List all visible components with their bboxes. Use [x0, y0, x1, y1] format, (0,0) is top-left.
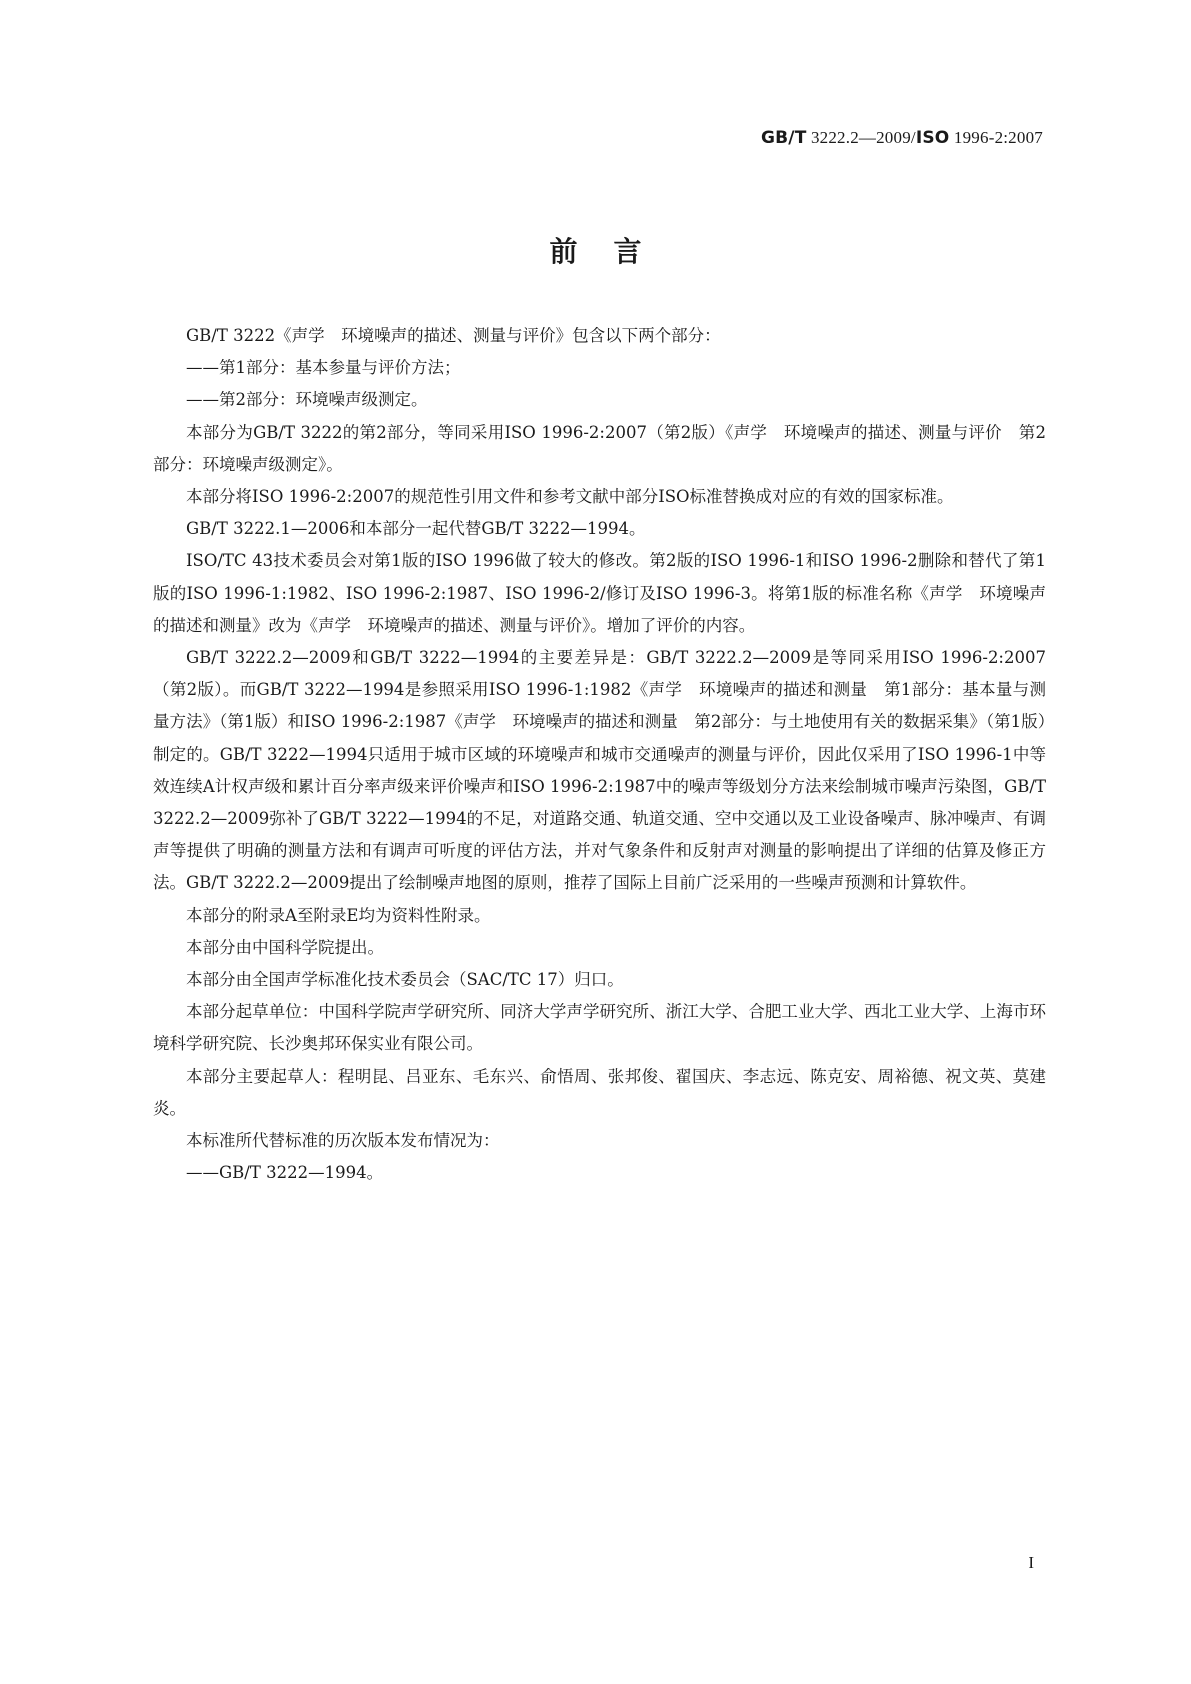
paragraph-annexes: 本部分的附录A至附录E均为资料性附录。 [186, 905, 491, 925]
page-number: I [1028, 1553, 1034, 1572]
paragraph-iso-revision: ISO/TC 43技术委员会对第1版的ISO 1996做了较大的修改。第2版的ISO 1996-1和ISO 1996-2删除和替代了第1版的ISO 1996-1:1982、ISO 1996-2:1987、ISO 1996-2/修订及ISO 1996-3。将第1版的标准名称《声学 环境噪声的描述和测量》改为《声学 环境噪声的描述、测量与评价》。增加了评价的内容。 [153, 551, 1046, 635]
paragraph-supersedes: GB/T 3222.1—2006和本部分一起代替GB/T 3222—1994。 [186, 519, 646, 539]
standard-code: 3222.2—2009/ [806, 128, 916, 147]
paragraph-drafters: 本部分主要起草人：程明昆、吕亚东、毛东兴、俞悟周、张邦俊、翟国庆、李志远、陈克安、周裕德、祝文英、莫建炎。 [153, 1066, 1046, 1118]
paragraph-differences: GB/T 3222.2—2009和GB/T 3222—1994的主要差异是：GB/T 3222.2—2009是等同采用ISO 1996-2:2007（第2版）。而GB/T 3222—1994是参照采用ISO 1996-1:1982《声学 环境噪声的描述和测量 第1部分：基本量与测量方法》（第1版）和ISO 1996-2:1987《声学 环境噪声的描述和测量 第2部分：与土地使用有关的数据采集》（第1版）制定的。GB/T 3222—1994只适用于城市区域的环境噪声和城市交通噪声的测量与评价，因此仅采用了ISO 1996-1中等效连续A计权声级和累计百分率声级来评价噪声和ISO 1996-2:1987中的噪声等级划分方法来绘制城市噪声污染图，GB/T 3222.2—2009弥补了GB/T 3222—1994的不足，对道路交通、轨道交通、空中交通以及工业设备噪声、脉冲噪声、有调声等提供了明确的测量方法和有调声可听度的评估方法，并对气象条件和反射声对测量的影响提出了详细的估算及修正方法。GB/T 3222.2—2009提出了绘制噪声地图的原则，推荐了国际上目前广泛采用的一些噪声预测和计算软件。 [153, 648, 1046, 893]
standard-number [761, 128, 1043, 148]
paragraph-proposer: 本部分由中国科学院提出。 [186, 937, 384, 957]
paragraph-history-intro: 本标准所代替标准的历次版本发布情况为： [186, 1131, 500, 1151]
foreword-body [153, 320, 1046, 1189]
list-item-part-1: ——第1部分：基本参量与评价方法； [186, 358, 461, 378]
page-title: 前言 [549, 235, 678, 268]
iso-prefix: ISO [915, 128, 950, 148]
standard-prefix: GB/T [760, 128, 807, 148]
paragraph-committee: 本部分由全国声学标准化技术委员会（SAC/TC 17）归口。 [186, 970, 624, 990]
paragraph-intro: GB/T 3222《声学 环境噪声的描述、测量与评价》包含以下两个部分： [186, 326, 721, 345]
list-item-history: ——GB/T 3222—1994。 [186, 1163, 384, 1183]
paragraph-adoption: 本部分为GB/T 3222的第2部分，等同采用ISO 1996-2:2007（第2版）《声学 环境噪声的描述、测量与评价 第2部分：环境噪声级测定》。 [153, 422, 1046, 474]
list-item-part-2: ——第2部分：环境噪声级测定。 [186, 390, 428, 410]
iso-code: 1996-2:2007 [949, 128, 1043, 147]
paragraph-drafting-units: 本部分起草单位：中国科学院声学研究所、同济大学声学研究所、浙江大学、合肥工业大学、西北工业大学、上海市环境科学研究院、长沙奥邦环保实业有限公司。 [153, 1002, 1046, 1054]
paragraph-replacement: 本部分将ISO 1996-2:2007的规范性引用文件和参考文献中部分ISO标准替换成对应的有效的国家标准。 [186, 487, 954, 507]
